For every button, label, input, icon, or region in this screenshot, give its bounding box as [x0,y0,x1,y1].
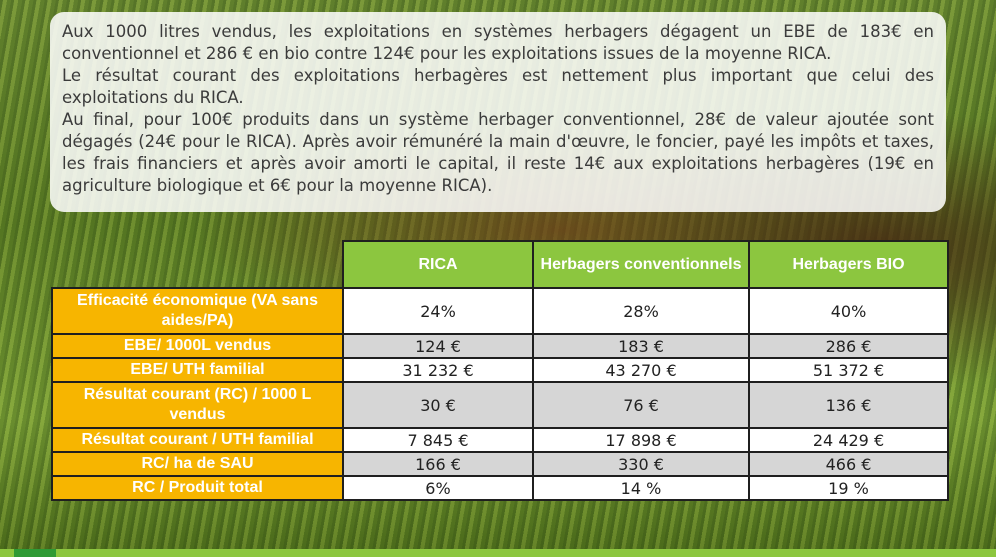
cell-conventionnels: 330 € [533,452,749,476]
cell-conventionnels: 183 € [533,334,749,358]
cell-rica: 24% [343,288,533,334]
header-herbagers-conventionnels: Herbagers conventionnels [533,241,749,288]
table-corner [52,241,343,288]
cell-bio: 40% [749,288,948,334]
cell-rica: 30 € [343,382,533,428]
comparison-table [51,240,949,501]
row-label: Résultat courant / UTH familial [52,428,343,452]
cell-conventionnels: 28% [533,288,749,334]
cell-conventionnels: 17 898 € [533,428,749,452]
cell-bio: 24 429 € [749,428,948,452]
table-row [52,452,948,476]
cell-bio: 286 € [749,334,948,358]
table-row [52,382,948,428]
table-row [52,476,948,500]
intro-paragraph-1: Aux 1000 litres vendus, les exploitations en systèmes herbagers dégagent un EBE de 183€ en conventionnel et 286 € en bio contre 124€ pour les exploitations issues de la moyenne RICA. [62,22,934,63]
cell-rica: 6% [343,476,533,500]
cell-rica: 31 232 € [343,358,533,382]
cell-bio: 136 € [749,382,948,428]
cell-bio: 19 % [749,476,948,500]
cell-rica: 166 € [343,452,533,476]
row-label: RC/ ha de SAU [52,452,343,476]
cell-rica: 124 € [343,334,533,358]
header-rica: RICA [343,241,533,288]
bottom-strip-tab [14,549,56,557]
table-row [52,334,948,358]
row-label: Efficacité économique (VA sans aides/PA) [52,288,343,334]
intro-text-box [50,12,946,212]
row-label: EBE/ 1000L vendus [52,334,343,358]
cell-conventionnels: 14 % [533,476,749,500]
bottom-strip [0,549,996,557]
table-row [52,288,948,334]
intro-paragraph-3: Au final, pour 100€ produits dans un système herbager conventionnel, 28€ de valeur ajoutée sont dégagés (24€ pour le RICA). Après avoir rémunéré la main d'œuvre, le foncier, payé les impôts et taxes, les frais financiers et après avoir amorti le capital, il reste 14€ aux exploitations herbagères (19€ en agriculture biologique et 6€ pour la moyenne RICA). [62,110,934,195]
row-label: Résultat courant (RC) / 1000 L vendus [52,382,343,428]
row-label: EBE/ UTH familial [52,358,343,382]
intro-paragraph-2: Le résultat courant des exploitations herbagères est nettement plus important que celui des exploitations du RICA. [62,66,934,107]
cell-rica: 7 845 € [343,428,533,452]
cell-conventionnels: 76 € [533,382,749,428]
cell-bio: 51 372 € [749,358,948,382]
table-row [52,358,948,382]
cell-bio: 466 € [749,452,948,476]
header-herbagers-bio: Herbagers BIO [749,241,948,288]
table-row [52,428,948,452]
cell-conventionnels: 43 270 € [533,358,749,382]
row-label: RC / Produit total [52,476,343,500]
table-header-row [52,241,948,288]
